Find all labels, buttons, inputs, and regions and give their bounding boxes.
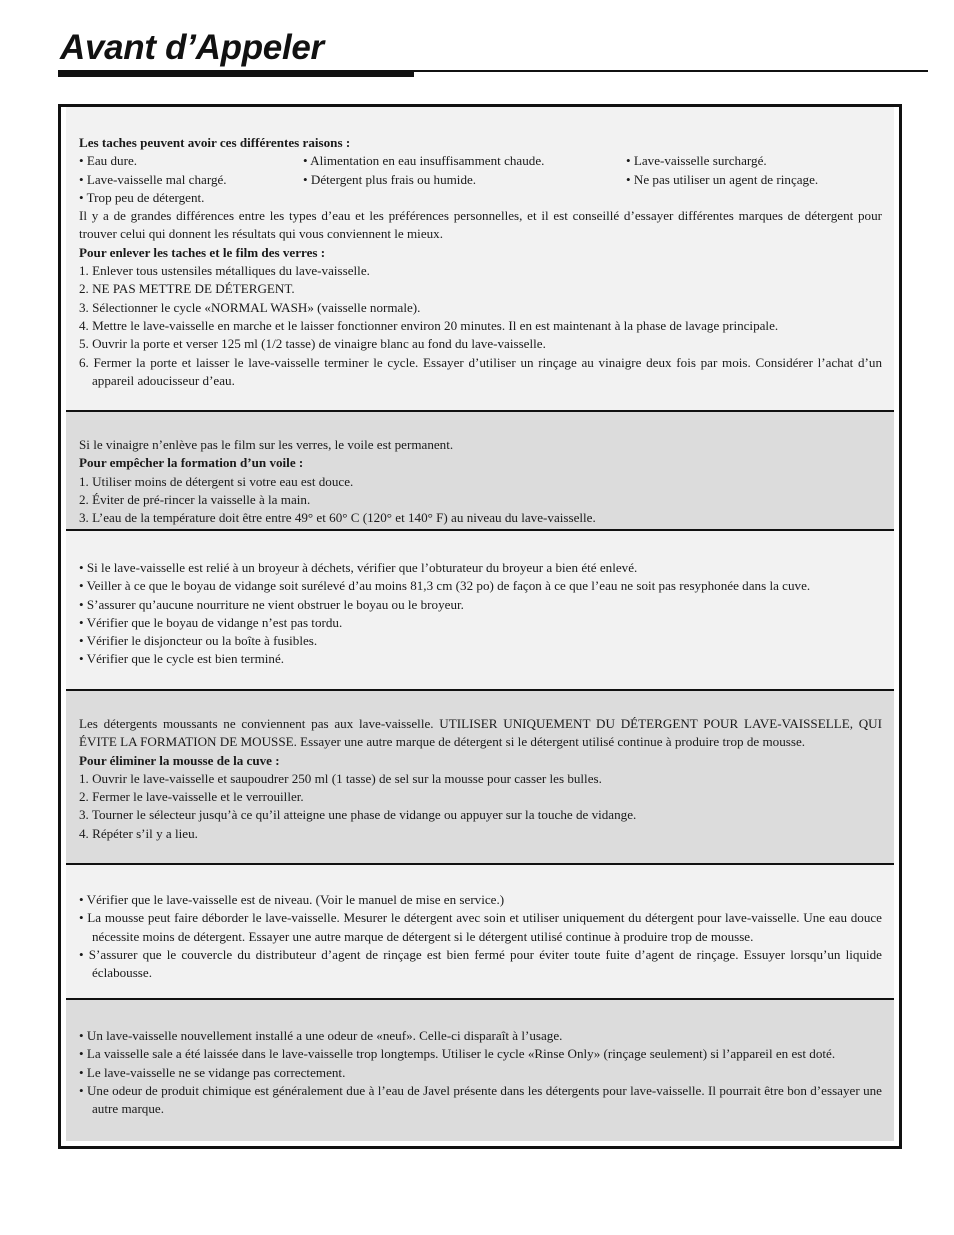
spots-causes-header: Les taches peuvent avoir ces différentes raisons : xyxy=(79,135,351,150)
list-item: 1. Utiliser moins de détergent si votre eau est douce. xyxy=(79,473,354,489)
list-item: 6. Fermer la porte et laisser le lave-vaisselle terminer le cycle. Essayer d’utiliser un rinçage au vinaigre deux fois par mois. Considérer l’achat d’un appareil adoucisseur d’eau. xyxy=(79,354,882,388)
cause-item: • Lave-vaisselle surchargé. xyxy=(626,153,767,169)
title-rule-thin xyxy=(414,70,928,72)
list-item: • Un lave-vaisselle nouvellement installé a une odeur de «neuf». Celle-ci disparaît à l’usage. xyxy=(79,1028,563,1043)
list-item: 4. Répéter s’il y a lieu. xyxy=(79,825,198,841)
cause-item: • Ne pas utiliser un agent de rinçage. xyxy=(626,171,819,187)
list-item: 3. L’eau de la température doit être entre 49° et 60° C (120° et 140° F) au niveau du lave-vaisselle. xyxy=(79,510,596,526)
list-item: • Vérifier que le lave-vaisselle est de niveau. (Voir le manuel de mise en service.) xyxy=(79,892,505,907)
list-item: 4. Mettre le lave-vaisselle en marche et le laisser fonctionner environ 20 minutes. Il en est maintenant à la phase de lavage principale. xyxy=(79,317,779,333)
section-leaks xyxy=(66,865,894,998)
spots-steps-header: Pour enlever les taches et le film des verres : xyxy=(79,244,326,260)
cause-item: • Trop peu de détergent. xyxy=(79,189,205,205)
section-odor xyxy=(66,1000,894,1141)
spots-paragraph: Il y a de grandes différences entre les types d’eau et les préférences personnelles, et il est conseillé d’essayer différentes marques de détergent pour trouver celui qui donnent les résultats qui vous conviennent le mieux. xyxy=(79,208,882,242)
list-item: • S’assurer qu’aucune nourriture ne vient obstruer le boyau ou le broyeur. xyxy=(79,596,464,612)
list-item: • Vérifier que le cycle est bien terminé. xyxy=(79,651,285,667)
list-item: 2. Éviter de pré-rincer la vaisselle à la main. xyxy=(79,491,311,507)
list-item: • Si le lave-vaisselle est relié à un broyeur à déchets, vérifier que l’obturateur du broyeur a bien été enlevé. xyxy=(79,560,638,575)
list-item: • Vérifier le disjoncteur ou la boîte à fusibles. xyxy=(79,633,318,649)
troubleshooting-box xyxy=(58,104,902,1149)
list-item: 1. Ouvrir le lave-vaisselle et saupoudrer 250 ml (1 tasse) de sel sur la mousse pour casser les bulles. xyxy=(79,770,602,786)
list-item: • Vérifier que le boyau de vidange n’est pas tordu. xyxy=(79,614,343,630)
section-suds xyxy=(66,691,894,863)
list-item: • S’assurer que le couvercle du distributeur d’agent de rinçage est bien fermé pour éviter toute fuite d’agent de rinçage. Essuyer lorsqu’un liquide éclabousse. xyxy=(79,946,882,981)
causes-row xyxy=(79,171,882,189)
causes-row xyxy=(79,152,882,170)
title-rule-thick xyxy=(58,70,414,77)
cause-item: • Alimentation en eau insuffisamment chaude. xyxy=(303,153,545,169)
suds-intro: Les détergents moussants ne conviennent pas aux lave-vaisselle. UTILISER UNIQUEMENT DU DÉTERGENT POUR LAVE-VAISSELLE, QUI ÉVITE LA FORMATION DE MOUSSE. Essayer une autre marque de détergent si le détergent utilisé continue à produire trop de mousse. xyxy=(79,716,882,750)
list-item: 1. Enlever tous ustensiles métalliques du lave-vaisselle. xyxy=(79,263,370,279)
section-drainage xyxy=(66,531,894,689)
list-item: 5. Ouvrir la porte et verser 125 ml (1/2 tasse) de vinaigre blanc au fond du lave-vaisselle. xyxy=(79,336,546,352)
list-item: 3. Tourner le sélecteur jusqu’à ce qu’il atteigne une phase de vidange ou appuyer sur la touche de vidange. xyxy=(79,807,637,823)
list-item: • La vaisselle sale a été laissée dans le lave-vaisselle trop longtemps. Utiliser le cycle «Rinse Only» (rinçage seulement) si l’appareil en est doté. xyxy=(79,1046,836,1062)
list-item: 2. NE PAS METTRE DE DÉTERGENT. xyxy=(79,281,295,297)
list-item: • La mousse peut faire déborder le lave-vaisselle. Mesurer le détergent avec soin et utiliser uniquement du détergent pour lave-vaisselle. Une eau douce nécessite moins de détergent. Essayer une autre marque de détergent si le détergent utilisé continue à produire trop de mousse. xyxy=(79,910,882,944)
list-item: • Veiller à ce que le boyau de vidange soit surélevé d’au moins 81,3 cm (32 po) de façon à ce que l’eau ne soit pas resyphonée dans la cuve. xyxy=(79,578,811,594)
page-title: Avant d’Appeler xyxy=(60,28,324,67)
section-filming xyxy=(66,412,894,529)
section-spots xyxy=(66,107,894,410)
suds-header: Pour éliminer la mousse de la cuve : xyxy=(79,752,280,768)
filming-intro: Si le vinaigre n’enlève pas le film sur les verres, le voile est permanent. xyxy=(79,437,454,452)
cause-item: • Détergent plus frais ou humide. xyxy=(303,171,477,187)
list-item: • Une odeur de produit chimique est généralement due à l’eau de Javel présente dans les détergents pour lave-vaisselle. Il pourrait être bon d’essayer une autre marque. xyxy=(79,1082,882,1117)
list-item: 2. Fermer le lave-vaisselle et le verrouiller. xyxy=(79,789,304,805)
filming-header: Pour empêcher la formation d’un voile : xyxy=(79,455,304,471)
cause-item: • Lave-vaisselle mal chargé. xyxy=(79,171,227,187)
causes-row xyxy=(79,189,882,207)
list-item: • Le lave-vaisselle ne se vidange pas correctement. xyxy=(79,1064,346,1080)
cause-item: • Eau dure. xyxy=(79,153,138,169)
list-item: 3. Sélectionner le cycle «NORMAL WASH» (vaisselle normale). xyxy=(79,299,421,315)
